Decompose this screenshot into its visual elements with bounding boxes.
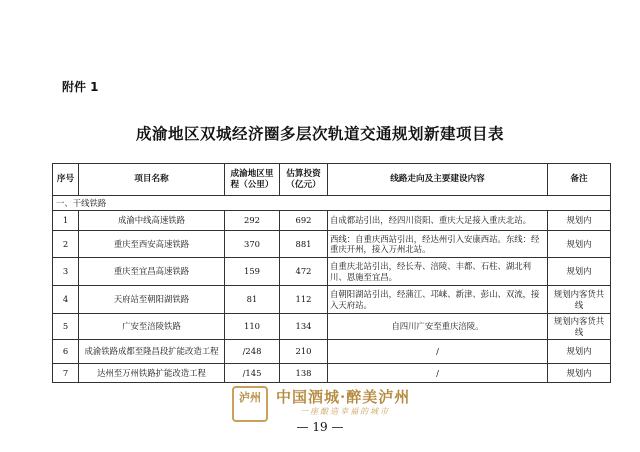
cell-route: / (328, 340, 548, 364)
table-row (53, 340, 611, 364)
cell-seq: 7 (53, 364, 79, 383)
city-subslogan: 一座酿造幸福的城市 (300, 407, 390, 416)
cell-route: / (328, 364, 548, 383)
table-row (53, 286, 611, 314)
cell-investment: 692 (280, 211, 328, 231)
project-table (52, 163, 611, 383)
table-row (53, 258, 611, 286)
table-row (53, 364, 611, 383)
city-logo (232, 386, 268, 422)
annex-label: 附件 1 (62, 80, 99, 94)
cell-route: 自朝阳湖站引出，经蒲江、邛崃、新津、彭山、双流，接入天府站。 (328, 286, 548, 314)
cell-name: 成渝铁路成都至隆昌段扩能改造工程 (79, 340, 225, 364)
cell-route: 自重庆北站引出，经长寿、涪陵、丰都、石柱、湖北利川、恩施至宜昌。 (328, 258, 548, 286)
cell-name: 广安至涪陵铁路 (79, 314, 225, 340)
cell-route: 自四川广安至重庆涪陵。 (328, 314, 548, 340)
cell-mileage: 81 (225, 286, 280, 314)
section-row (53, 196, 611, 211)
cell-seq: 4 (53, 286, 79, 314)
city-logo-text: 泸州 (239, 391, 261, 404)
cell-investment: 134 (280, 314, 328, 340)
cell-investment: 472 (280, 258, 328, 286)
cell-remarks: 规划内 (548, 211, 611, 231)
cell-name: 成渝中线高速铁路 (79, 211, 225, 231)
cell-name: 达州至万州铁路扩能改造工程 (79, 364, 225, 383)
cell-mileage: 370 (225, 231, 280, 258)
cell-investment: 112 (280, 286, 328, 314)
cell-route: 西线：自重庆西站引出，经达州引入安康西站。东线：经重庆开州，接入万州北站。 (328, 231, 548, 258)
cell-name: 重庆至宜昌高速铁路 (79, 258, 225, 286)
city-slogan: 中国酒城·醉美泸州 (276, 388, 411, 406)
header-name: 项目名称 (79, 164, 225, 196)
cell-remarks: 规划内客货共线 (548, 314, 611, 340)
cell-seq: 2 (53, 231, 79, 258)
header-seq: 序号 (53, 164, 79, 196)
cell-remarks: 规划内 (548, 364, 611, 383)
cell-remarks: 规划内 (548, 340, 611, 364)
cell-investment: 210 (280, 340, 328, 364)
section-title: 一、干线铁路 (53, 196, 611, 211)
table-header-row (53, 164, 611, 196)
cell-seq: 5 (53, 314, 79, 340)
cell-mileage: /248 (225, 340, 280, 364)
cell-seq: 1 (53, 211, 79, 231)
cell-remarks: 规划内 (548, 231, 611, 258)
cell-name: 重庆至西安高速铁路 (79, 231, 225, 258)
cell-remarks: 规划内客货共线 (548, 286, 611, 314)
header-mileage: 成渝地区里程（公里） (225, 164, 280, 196)
header-route: 线路走向及主要建设内容 (328, 164, 548, 196)
cell-remarks: 规划内 (548, 258, 611, 286)
header-investment: 估算投资（亿元） (280, 164, 328, 196)
header-remarks: 备注 (548, 164, 611, 196)
cell-mileage: 159 (225, 258, 280, 286)
table-row (53, 231, 611, 258)
table-row (53, 211, 611, 231)
cell-investment: 138 (280, 364, 328, 383)
cell-mileage: 292 (225, 211, 280, 231)
cell-route: 自成都站引出，经四川资阳、重庆大足接入重庆北站。 (328, 211, 548, 231)
cell-seq: 6 (53, 340, 79, 364)
table-row (53, 314, 611, 340)
cell-mileage: 110 (225, 314, 280, 340)
page-number: — 19 — (296, 420, 344, 434)
cell-name: 天府站至朝阳湖铁路 (79, 286, 225, 314)
cell-investment: 881 (280, 231, 328, 258)
cell-seq: 3 (53, 258, 79, 286)
cell-mileage: /145 (225, 364, 280, 383)
document-title: 成渝地区双城经济圈多层次轨道交通规划新建项目表 (135, 124, 504, 143)
